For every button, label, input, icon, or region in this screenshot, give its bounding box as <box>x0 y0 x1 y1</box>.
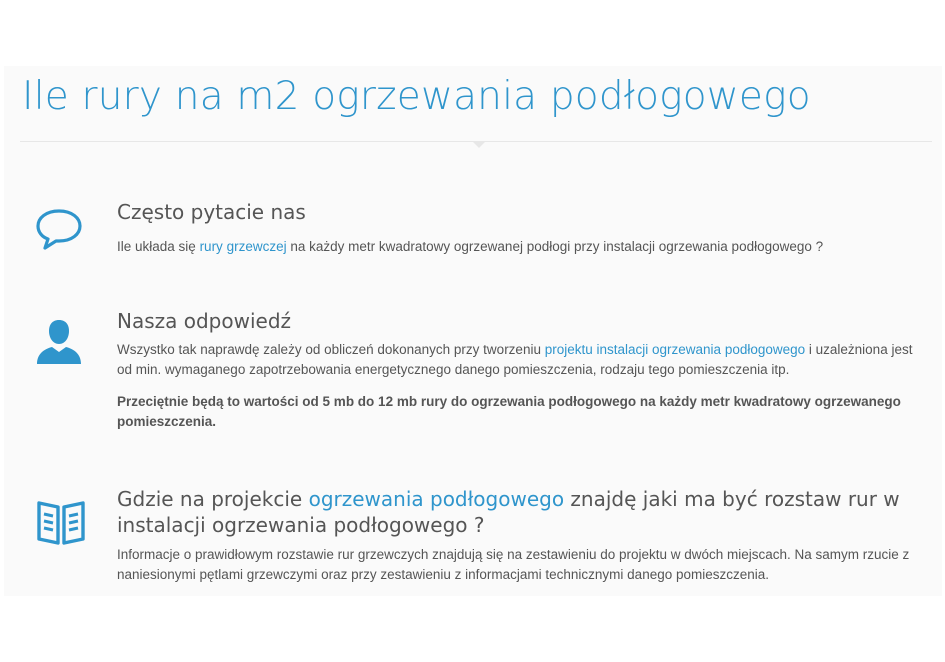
text-fragment: Wszystko tak naprawdę zależy od obliczeń dokonanych przy tworzeniu <box>117 342 545 357</box>
section-heading: Często pytacie nas <box>117 200 306 224</box>
heading-fragment: znajdę jaki ma być rozstaw rur w instalacji ogrzewania podłogowego ? <box>117 487 900 537</box>
page-title: Ile rury na m2 ogrzewania podłogowego <box>22 74 811 119</box>
section-text: Informacje o prawidłowym rozstawie rur grzewczych znajdują się na zestawieniu do projektu w dwóch miejscach. Na samym rzucie z naniesionymi pętlami grzewczymi oraz przy zestawieniu z informacjami technicznymi danego pomieszczenia. <box>117 547 910 582</box>
divider-notch <box>472 141 486 148</box>
open-book-icon <box>36 497 86 547</box>
heading-fragment: Gdzie na projekcie <box>117 487 309 511</box>
speech-bubble-icon <box>34 204 84 254</box>
ogrzewanie-podlogowe-link[interactable]: ogrzewania podłogowego <box>308 487 565 511</box>
section-text <box>117 237 927 257</box>
rury-grzewczej-link[interactable]: rury grzewczej <box>199 239 287 254</box>
text-fragment: Ile układa się <box>117 239 200 254</box>
text-fragment: na każdy metr kwadratowy ogrzewanej podłogi przy instalacji ogrzewania podłogowego ? <box>286 239 824 254</box>
section-heading: Nasza odpowiedź <box>117 309 292 333</box>
answer-bold-text: Przeciętnie będą to wartości od 5 mb do 12 mb rury do ogrzewania podłogowego na każdy metr kwadratowy ogrzewanego pomieszczenia. <box>117 394 901 429</box>
section-text <box>117 340 927 380</box>
projekt-instalacji-link[interactable]: projektu instalacji ogrzewania podłogowego <box>544 342 806 357</box>
user-icon <box>34 316 84 366</box>
pipe-spacing-block <box>117 486 927 585</box>
section-heading <box>117 486 927 538</box>
text-fragment: i uzależniona jest od min. wymaganego zapotrzebowania energetycznego danego pomieszczenia, rodzaju tego pomieszczenia itp. <box>117 342 913 377</box>
faq-question-block <box>117 199 927 257</box>
answer-block <box>117 308 927 432</box>
